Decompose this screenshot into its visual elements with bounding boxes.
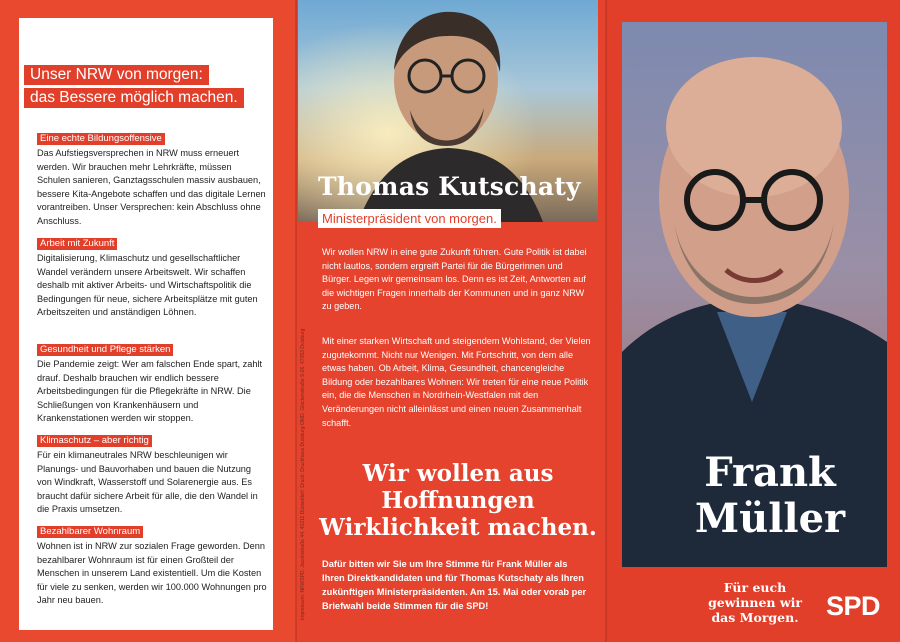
section-education <box>37 128 267 228</box>
headline-line-2: das Bessere möglich machen. <box>24 88 244 108</box>
slogan-line-3: das Morgen. <box>711 610 799 625</box>
quote-line-2: Hoffnungen <box>381 487 535 514</box>
headline-line-1: Unser NRW von morgen: <box>24 65 209 85</box>
candidate-name-frank-mueller <box>660 450 880 542</box>
intro-paragraph: Wir wollen NRW in eine gute Zukunft führen. Gute Politik ist dabei nicht lautlos, sondern ergreift Partei für die Bürgerinnen und Bürger. Legen wir gemeinsam los. Denn es ist Zeit, Antworten auf die wichtigen Fragen innerhalb der Kommunen und in ganz NRW zu geben. <box>322 247 587 312</box>
section-body: Für ein klimaneutrales NRW beschleunigen wir Planungs- und Bauvorhaben und bauen die Nutzung von Windkraft, Wasserstoff und Solarenergie aus. Es braucht dafür sichere Arbeit für alle, die den Wandel in die Praxis umsetzen. <box>37 450 258 514</box>
campaign-quote <box>318 460 598 541</box>
vote-appeal: Dafür bitten wir Sie um Ihre Stimme für Frank Müller als Ihren Direktkandidaten und für Thomas Kutschaty als Ihren zukünftigen Ministerpräsidenten. Am 15. Mai oder vorab per Briefwahl beide Stimmen für die SPD! <box>322 559 587 611</box>
section-title: Arbeit mit Zukunft <box>37 238 117 250</box>
last-name: Müller <box>694 495 846 542</box>
section-work <box>37 233 267 320</box>
section-housing <box>37 521 267 608</box>
fold-line <box>605 0 607 642</box>
candidate-name-thomas-kutschaty: Thomas Kutschaty <box>318 172 581 201</box>
imprint-text: Impressum: NRWSPD, Jacobistraße 44, 40211 Düsseldorf. Druck: Druckhaus Duisburg OMD, Glockenstraße 9-26, 47053 Duisburg <box>300 328 306 620</box>
section-body: Die Pandemie zeigt: Wer am falschen Ende spart, zahlt drauf. Deshalb brauchen wir endlich bessere Arbeitsbedingungen für die Pflegekräfte in NRW. Die Schließungen von Krankenhäusern und Krankenstationen werden wir stoppen. <box>37 359 263 423</box>
section-title: Bezahlbarer Wohnraum <box>37 526 143 538</box>
section-title: Eine echte Bildungsoffensive <box>37 133 165 145</box>
vision-paragraph: Mit einer starken Wirtschaft und steigendem Wohlstand, der Vielen zugutekommt. Nicht nur Wenigen. Mit Fortschritt, von dem alle etwas haben. Ob Arbeit, Klima, Gesundheit, chancengleiche Bildung oder bezahlbares Wohnen: Wir treten für eine neue Politik ein, die die Menschen in Nordrhein-Westfalen mit den Veränderungen nicht alleinlässt und einen neuen Zusammenhalt schafft. <box>322 336 591 428</box>
section-health <box>37 339 267 426</box>
section-body: Wohnen ist in NRW zur sozialen Frage geworden. Denn bezahlbarer Wohnraum ist für einen Großteil der Menschen in unserem Land existentiell. Um die Kosten für viele zu senken, werden wir 100.000 Wohnungen pro Jahr neu bauen. <box>37 541 267 605</box>
spd-logo: SPD <box>826 591 881 621</box>
section-body: Digitalisierung, Klimaschutz und gesellschaftlicher Wandel verändern unsere Arbeitswelt. Wir schaffen deshalb mit aktiver Arbeits- und Wirtschaftspolitik die Bedingungen für neue, sichere Arbeitsplätze mit guten Arbeitszeiten und anständigen Löhnen. <box>37 253 258 317</box>
slogan-line-2: gewinnen wir <box>708 595 802 610</box>
section-title: Gesundheit und Pflege stärken <box>37 344 173 356</box>
quote-line-3: Wirklichkeit machen. <box>319 514 597 541</box>
slogan <box>690 580 820 625</box>
fold-line <box>295 0 297 642</box>
section-title: Klimaschutz – aber richtig <box>37 435 152 447</box>
slogan-line-1: Für euch <box>723 580 787 595</box>
quote-line-1: Wir wollen aus <box>362 460 554 487</box>
role-badge: Ministerpräsident von morgen. <box>318 209 501 228</box>
section-body: Das Aufstiegsversprechen in NRW muss erneuert werden. Wir brauchen mehr Lehrkräfte, müssen Schulen sanieren, Ganztagsschulen massiv ausbauen, bessere Kita-Angebote schaffen und das digitale Lernen vorantreiben. Unser Versprechen: kein Abschluss ohne Anschluss. <box>37 148 266 226</box>
section-climate <box>37 430 267 517</box>
first-name: Frank <box>704 449 836 496</box>
